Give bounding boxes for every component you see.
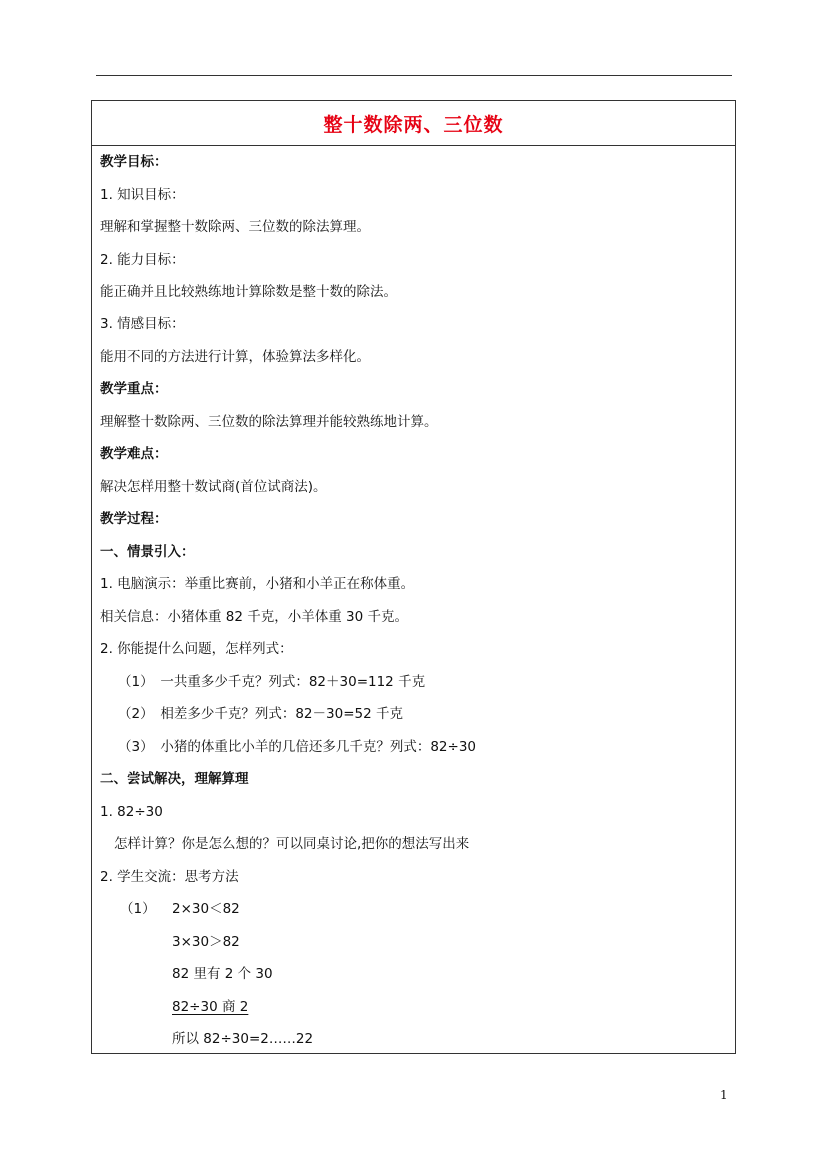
text-line: 所以 82÷30=2……22: [172, 1031, 314, 1047]
text-line: 能用不同的方法进行计算，体验算法多样化。: [100, 349, 370, 365]
text-line: 怎样计算？你是怎么想的？可以同桌讨论,把你的想法写出来: [114, 836, 470, 852]
text-line: 82 里有 2 个 30: [172, 966, 273, 982]
text-line: 理解和掌握整十数除两、三位数的除法算理。: [100, 219, 370, 235]
header-rule: [96, 75, 732, 76]
lesson-plan-table: [91, 100, 736, 1054]
section-heading: 教学难点：: [100, 446, 168, 462]
text-line: 2. 学生交流：思考方法: [100, 869, 239, 885]
text-line: 1. 知识目标：: [100, 187, 185, 203]
text-line: 能正确并且比较熟练地计算除数是整十数的除法。: [100, 284, 397, 300]
document-title: 整十数除两、三位数: [323, 113, 504, 136]
text-line: 2×30＜82: [172, 901, 240, 917]
text-line: 解决怎样用整十数试商(首位试商法)。: [100, 479, 327, 495]
text-line: 2. 能力目标：: [100, 252, 185, 268]
section-heading: 一、情景引入：: [100, 544, 195, 560]
section-heading: 教学重点：: [100, 381, 168, 397]
title-row: [92, 101, 735, 146]
page-number: 1: [720, 1088, 728, 1102]
text-line: （3） 小猪的体重比小羊的几倍还多几千克？列式：82÷30: [118, 739, 477, 755]
text-line: 理解整十数除两、三位数的除法算理并能较熟练地计算。: [100, 414, 438, 430]
text-line: 82÷30 商 2: [172, 999, 249, 1015]
section-heading: 教学过程：: [100, 511, 168, 527]
section-heading: 教学目标：: [100, 154, 168, 170]
text-line: （2） 相差多少千克？列式：82－30=52 千克: [118, 706, 403, 722]
text-line: （1） 一共重多少千克？列式：82＋30=112 千克: [118, 674, 426, 690]
text-line: 3×30＞82: [172, 934, 240, 950]
text-line: 相关信息：小猪体重 82 千克，小羊体重 30 千克。: [100, 609, 409, 625]
text-line: 3. 情感目标：: [100, 316, 185, 332]
text-line: 1. 电脑演示：举重比赛前，小猪和小羊正在称体重。: [100, 576, 415, 592]
text-line: （1）: [120, 901, 156, 917]
text-line: 1. 82÷30: [100, 804, 163, 820]
text-line: 2. 你能提什么问题，怎样列式：: [100, 641, 293, 657]
section-heading: 二、尝试解决，理解算理: [100, 771, 249, 787]
